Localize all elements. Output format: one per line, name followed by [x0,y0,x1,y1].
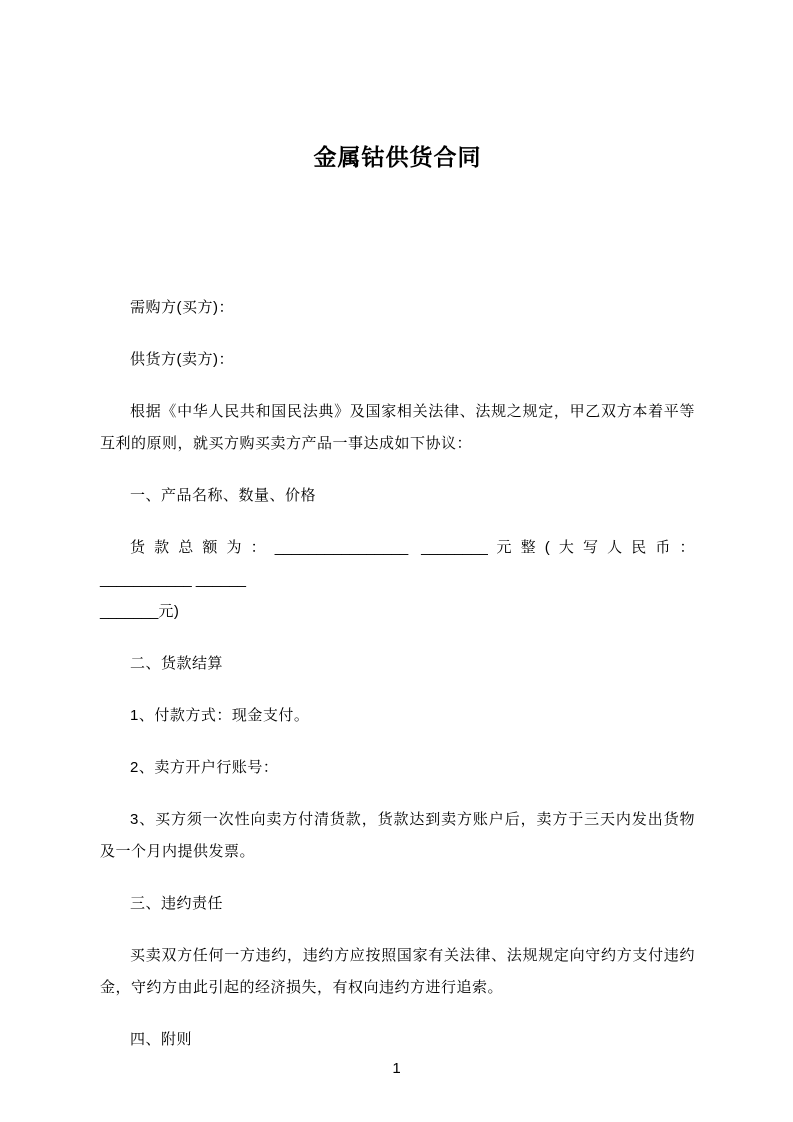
paragraph-preamble: 根据《中华人民共和国民法典》及国家相关法律、法规之规定，甲乙双方本着平等互利的原则，就买方购买卖方产品一事达成如下协议： [100,403,695,452]
paragraph-payment-terms: 3、买方须一次性向卖方付清货款，货款达到卖方账户后，卖方于三天内发出货物及一个月内提供发票。 [100,811,695,860]
paragraph-section-2-heading: 二、货款结算 [130,655,224,672]
amount-blank-3: _______ [100,603,159,620]
page-number: 1 [392,1060,401,1077]
amount-suffix-text: 元) [158,603,180,620]
amount-mid-text: 元整(大写人民币： [487,539,695,556]
paragraph-breach-liability: 买卖双方任何一方违约，违约方应按照国家有关法律、法规规定向守约方支付违约金，守约方由此引起的经济损失，有权向违约方进行追索。 [100,947,695,996]
paragraph-section-1-heading: 一、产品名称、数量、价格 [130,487,317,504]
amount-blank-1: ________________ ________ [274,539,488,556]
amount-blank-2: ___________ ______ [100,571,246,588]
paragraph-amount [100,532,695,628]
amount-prefix-text: 货款总额为： [130,539,275,556]
paragraph-section-4-heading: 四、附则 [130,1031,193,1048]
paragraph-section-3-heading: 三、违约责任 [130,895,224,912]
paragraph-payment-method: 1、付款方式：现金支付。 [130,707,310,724]
paragraph-seller: 供货方(卖方)： [130,351,234,368]
paragraph-bank-account: 2、卖方开户行账号： [130,759,279,776]
paragraph-buyer: 需购方(买方)： [130,299,234,316]
document-title: 金属钴供货合同 [313,144,482,170]
